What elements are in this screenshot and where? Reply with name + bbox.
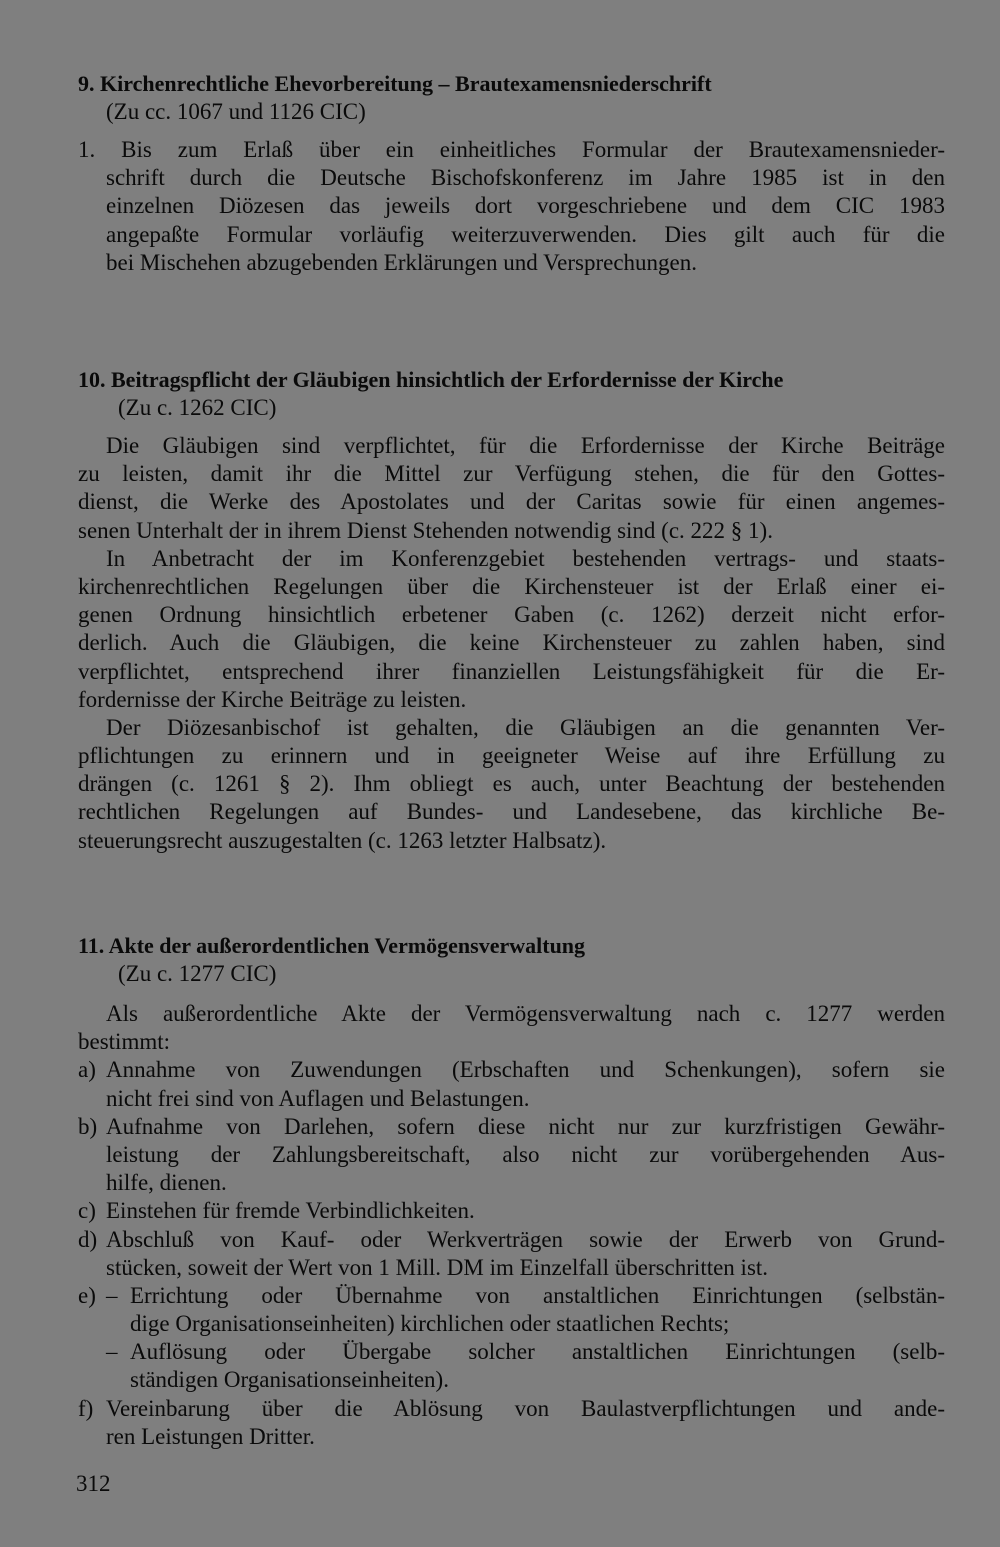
list-item-text: Aufnahme von Darlehen, sofern diese nicht nur zur kurzfristigen Gewähr- [106,1113,945,1139]
section-9-reference: (Zu cc. 1067 und 1126 CIC) [106,99,366,124]
list-item-d [78,1226,945,1254]
section-9-line: bei Mischehen abzugebenden Erklärungen und Versprechungen. [106,249,697,275]
page-number: 312 [76,1471,111,1496]
section-10-line: derlich. Auch die Gläubigen, die keine Kirchensteuer zu zahlen haben, sind [78,630,945,656]
section-11-number: 11. [78,933,105,958]
list-item-f-continuation: ren Leistungen Dritter. [106,1423,315,1449]
list-item-d-continuation: stücken, soweit der Wert von 1 Mill. DM im Einzelfall überschritten ist. [106,1254,769,1280]
section-11-reference: (Zu c. 1277 CIC) [118,961,277,986]
section-10-line: In Anbetracht der im Konferenzgebiet bestehenden vertrags- und staats- [106,545,945,571]
section-10-line: pflichtungen zu erinnern und in geeigneter Weise auf ihre Erfüllung zu [78,743,945,769]
section-11-intro-line: Als außerordentliche Akte der Vermögensverwaltung nach c. 1277 werden [106,1001,945,1026]
list-item-label: b) [78,1113,98,1139]
section-9-heading [78,70,945,98]
list-item-f [78,1395,945,1423]
section-10-body [78,432,945,855]
section-9-line: einzelnen Diözesen das jeweils dort vorgeschriebene und dem CIC 1983 [106,193,945,219]
list-item-b [78,1113,945,1141]
list-item-label: a) [78,1057,96,1083]
section-10-line: zu leisten, damit ihr die Mittel zur Verfügung stehen, die für den Gottes- [78,461,945,487]
section-9-title: Kirchenrechtliche Ehevorbereitung – Brautexamensniederschrift [100,71,712,96]
section-9-line: 1. Bis zum Erlaß über ein einheitliches Formular der Brautexamensnieder- [78,137,945,162]
list-item-text: Vereinbarung über die Ablösung von Baulastverpflichtungen und ande- [106,1395,945,1421]
section-10-line: dienst, die Werke des Apostolates und der Caritas sowie für einen angemes- [78,489,945,515]
section-10-line: Der Diözesanbischof ist gehalten, die Gläubigen an die genannten Ver- [106,714,945,740]
section-10-reference: (Zu c. 1262 CIC) [118,395,277,420]
section-11-heading [78,932,945,960]
list-item-a [78,1056,945,1084]
list-item-a-continuation: nicht frei sind von Auflagen und Belastungen. [106,1085,530,1111]
section-10-heading [78,366,945,394]
list-item-label: e) [78,1282,96,1308]
section-10-line: drängen (c. 1261 § 2). Ihm obliegt es auch, unter Beachtung der bestehenden [78,771,945,797]
section-10-line: verpflichtet, entsprechend ihrer finanziellen Leistungsfähigkeit für die Er- [78,658,945,684]
list-item-e-continuation: ständigen Organisationseinheiten). [130,1367,449,1393]
section-11-intro-line: bestimmt: [78,1029,170,1055]
list-item-label: f) [78,1395,94,1421]
section-10-line: rechtlichen Regelungen auf Bundes- und Landesebene, das kirchliche Be- [78,799,945,825]
list-item-dash: – [106,1339,118,1365]
list-item-c [78,1197,945,1225]
section-10-line: kirchenrechtlichen Regelungen über die Kirchensteuer ist der Erlaß einer ei- [78,573,945,599]
list-item-text: Errichtung oder Übernahme von anstaltlichen Einrichtungen (selbstän- [130,1282,945,1308]
list-item-text: Abschluß von Kauf- oder Werkverträgen sowie der Erwerb von Grund- [106,1226,945,1252]
list-item-label: d) [78,1226,98,1252]
section-11-title: Akte der außerordentlichen Vermögensverwaltung [108,933,586,958]
section-11-body [78,1000,945,1451]
list-item-text: Annahme von Zuwendungen (Erbschaften und Schenkungen), sofern sie [106,1057,945,1083]
list-item-text: Einstehen für fremde Verbindlichkeiten. [106,1198,475,1224]
list-item-e-sub [78,1338,945,1366]
list-item-dash: – [106,1282,118,1308]
section-11 [78,932,945,1451]
list-item-e-continuation: dige Organisationseinheiten) kirchlichen oder staatlichen Rechts; [130,1311,730,1337]
section-10-number: 10. [78,367,106,392]
section-9-line: angepaßte Formular vorläufig weiterzuverwenden. Dies gilt auch für die [106,221,945,247]
section-10-title: Beitragspflicht der Gläubigen hinsichtlich der Erfordernisse der Kirche [111,367,784,392]
section-9-number: 9. [78,71,95,96]
section-10-line: steuerungsrecht auszugestalten (c. 1263 letzter Halbsatz). [78,827,607,853]
section-10-line: genen Ordnung hinsichtlich erbetener Gaben (c. 1262) derzeit nicht erfor- [78,602,945,628]
section-9 [78,70,945,277]
list-item-text: Auflösung oder Übergabe solcher anstaltlichen Einrichtungen (selb- [130,1339,945,1365]
list-item-label: c) [78,1198,96,1224]
list-item-e [78,1282,945,1310]
section-10-line: senen Unterhalt der in ihrem Dienst Stehenden notwendig sind (c. 222 § 1). [78,517,773,543]
section-10-line: fordernisse der Kirche Beiträge zu leisten. [78,686,467,712]
list-item-b-continuation: hilfe, dienen. [106,1170,227,1196]
section-10 [78,366,945,855]
section-9-line: schrift durch die Deutsche Bischofskonferenz im Jahre 1985 ist in den [106,165,945,191]
section-10-line: Die Gläubigen sind verpflichtet, für die Erfordernisse der Kirche Beiträge [106,433,945,458]
section-9-body [78,136,945,277]
list-item-b-continuation: leistung der Zahlungsbereitschaft, also nicht zur vorübergehenden Aus- [106,1141,945,1167]
